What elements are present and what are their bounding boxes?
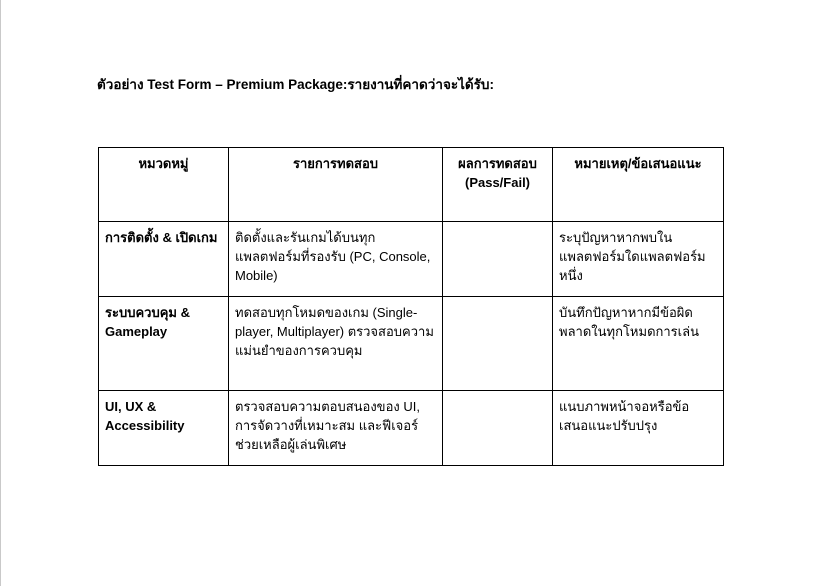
row-notes: บันทึกปัญหาหากมีข้อผิดพลาดในทุกโหมดการเล่น [553, 297, 724, 391]
document-heading: ตัวอย่าง Test Form – Premium Package:รายงานที่คาดว่าจะได้รับ: [97, 77, 494, 92]
row-category: การติดตั้ง & เปิดเกม [99, 222, 229, 297]
row-result [443, 222, 553, 297]
row-category: UI, UX & Accessibility [99, 391, 229, 466]
row-result [443, 297, 553, 391]
table-row [99, 222, 724, 297]
row-notes: แนบภาพหน้าจอหรือข้อเสนอแนะปรับปรุง [553, 391, 724, 466]
table-header-row [99, 148, 724, 222]
header-result: ผลการทดสอบ (Pass/Fail) [443, 148, 553, 222]
row-test-items: ทดสอบทุกโหมดของเกม (Single-player, Multiplayer) ตรวจสอบความแม่นยำของการควบคุม [229, 297, 443, 391]
row-result [443, 391, 553, 466]
table-row [99, 391, 724, 466]
table-row [99, 297, 724, 391]
header-category: หมวดหมู่ [99, 148, 229, 222]
row-notes: ระบุปัญหาหากพบในแพลตฟอร์มใดแพลตฟอร์มหนึ่ง [553, 222, 724, 297]
row-category: ระบบควบคุม & Gameplay [99, 297, 229, 391]
row-test-items: ติดตั้งและรันเกมได้บนทุกแพลตฟอร์มที่รองรับ (PC, Console, Mobile) [229, 222, 443, 297]
header-notes: หมายเหตุ/ข้อเสนอแนะ [553, 148, 724, 222]
test-form-table [98, 147, 724, 466]
page-edge-divider [0, 0, 1, 586]
header-test-items: รายการทดสอบ [229, 148, 443, 222]
row-test-items: ตรวจสอบความตอบสนองของ UI, การจัดวางที่เหมาะสม และฟีเจอร์ช่วยเหลือผู้เล่นพิเศษ [229, 391, 443, 466]
